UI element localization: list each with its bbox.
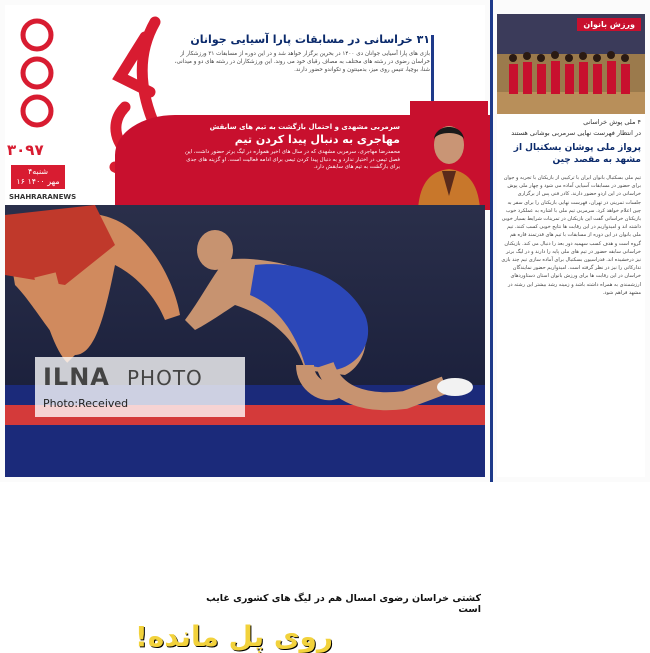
team-photo <box>497 14 645 114</box>
lead-story <box>165 33 430 118</box>
date-box <box>11 165 65 189</box>
sub-story <box>180 123 400 172</box>
lead-story-title: ۳۱ خراسانی در مسابقات پارا آسیایی جوانان <box>190 33 430 46</box>
main-headline: روی پل مانده! <box>135 620 334 653</box>
womens-sport-badge: ورزش بانوان <box>577 18 641 31</box>
sidebar-body: تیم ملی بسکتبال بانوان ایران با ترکیبی از بازیکنان با تجربه و جوان برای حضور در مسابقات آسیایی آماده می شود و چهار ملی پوش خراسانی در این اردو حضور دارند. کادر فنی پس از برگزاری جلسات تمرینی در تهران، فهرست نهایی بازیکنان را برای سفر به چین اعلام خواهد کرد. سرمربی تیم ملی با اشاره به عملکرد خوب بازیکنان خراسانی گفت این بازیکنان در تمرینات شرایط بسیار خوبی داشته اند و امیدواریم در این رقابت ها نتایج خوبی کسب کنند. تیم ملی بانوان در این دوره از مسابقات با تیم های قدرتمند قاره هم گروه است و هدف کسب سهمیه دور بعد را دنبال می کند. بازیکنان خراسانی سابقه حضور در تیم های ملی پایه را دارند و در لیگ برتر نیز درخشیده اند. فدراسیون بسکتبال برای آماده سازی تیم چند بازی تدارکاتی را نیز در نظر گرفته است. امیدواریم حضور نمایندگان خراسان در این رقابت ها برای ورزش بانوان استان دستاوردهای ارزشمندی به همراه داشته باشد و زمینه رشد بیشتر این رشته در مشهد فراهم شود. <box>501 175 641 296</box>
watermark-photo: PHOTO <box>127 366 203 390</box>
coach-portrait <box>410 101 488 209</box>
sub-story-title: مهاجری به دنبال پیدا کردن تیم <box>234 133 400 146</box>
sidebar-kicker: ۴ ملی پوش خراسانی <box>583 118 641 126</box>
wrestling-scene <box>5 205 485 477</box>
sub-story-kicker: سرمربی مشهدی و احتمال بازگشت به تیم های سابقش <box>209 123 400 131</box>
column-rule <box>490 0 493 482</box>
weekday: ۴شنبه <box>27 167 49 176</box>
issue-number: ۳۰۹۷ <box>7 141 44 159</box>
photo-kicker: کشتی خراسان رضوی امسال هم در لیگ های کشوری غایب است <box>185 592 485 616</box>
sidebar-story <box>497 14 645 477</box>
sub-story-body: محمدرضا مهاجری، سرمربی مشهدی که در سال های اخیر همواره در لیگ برتر حضور داشت، این فصل تیمی در اختیار ندارد و به دنبال پیدا کردن تیمی برای ادامه فعالیت است. او گزینه های جدی برای بازگشت به تیم های سابقش دارد. <box>184 149 400 170</box>
front-page-main <box>5 5 485 653</box>
lead-story-body: بازی های پارا آسیایی جوانان دی ۱۴۰۰ در بحرین برگزار خواهد شد و در این دوره از مسابقات ۳۱ ورزشکار از خراسان رضوی در رشته های مختلف به مصاف رقبای خود می روند. این ورزشکاران در رشته های دو و میدانی، شنا، بوچیا، تنیس روی میز، بدمینتون و تکواندو حضور دارند. <box>174 51 430 73</box>
logo-side-mark <box>7 15 65 135</box>
sidebar-subkicker: در انتظار فهرست نهایی سرمربی بوشانی هستند <box>511 129 641 137</box>
agency-watermark <box>35 357 245 417</box>
brand-english: SHAHRARANEWS <box>9 193 77 201</box>
wrestling-photo <box>5 205 485 653</box>
sidebar-title: پرواز ملی پوشان بسکتبال از مشهد به مقصد چین <box>513 143 641 165</box>
date-line: ۱۶ مهر ۱۴۰۰ <box>16 177 60 186</box>
watermark-credit: Photo:Received <box>43 397 129 410</box>
watermark-agency: ILNA <box>43 363 110 391</box>
